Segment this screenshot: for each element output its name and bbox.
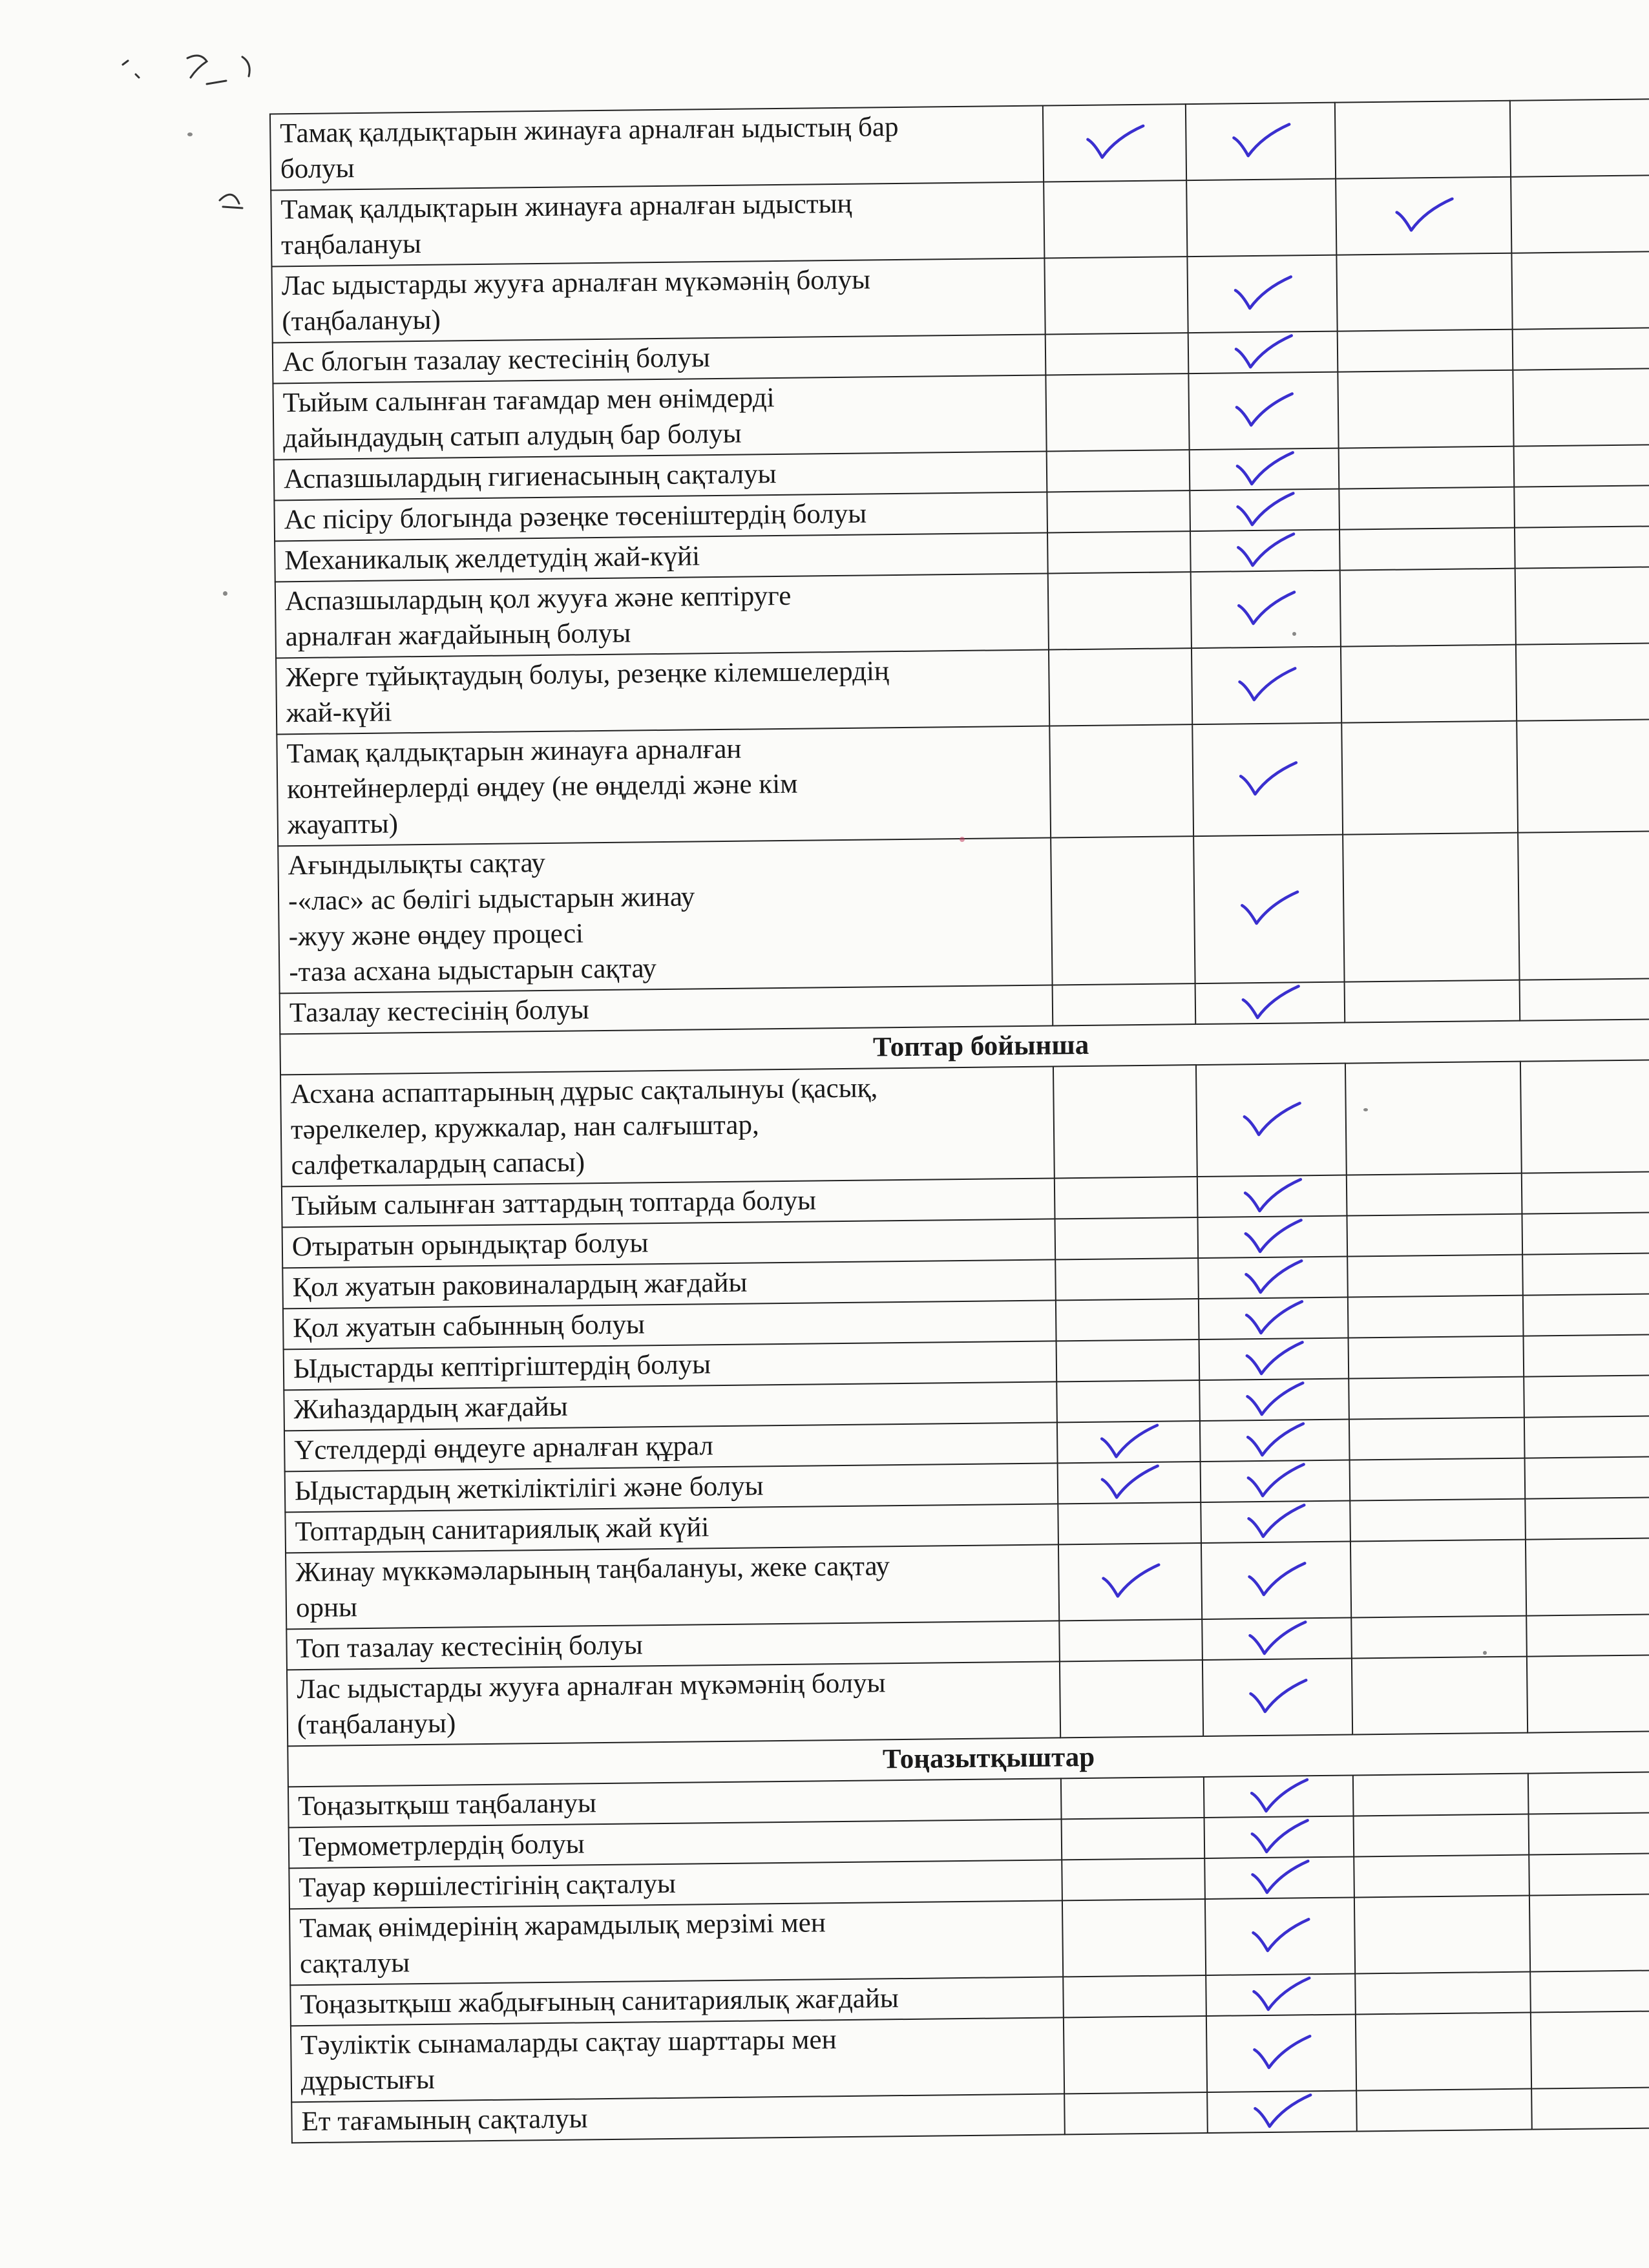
- handwritten-check-icon: [1240, 1217, 1305, 1257]
- checklist-item-text: Аспазшылардың гигиенасының сақталуы: [283, 459, 777, 495]
- handwritten-check-icon: [1245, 1677, 1310, 1717]
- mark-cell-col-2: [1201, 1501, 1350, 1543]
- mark-cell-col-2: [1186, 103, 1336, 180]
- mark-cell-col-4: [1514, 445, 1649, 487]
- checklist-item-text: Тыйым салынған заттардың топтарда болуы: [291, 1185, 817, 1222]
- mark-cell-col-4: [1520, 1060, 1649, 1173]
- handwritten-check-icon: [1232, 490, 1297, 530]
- handwritten-check-icon: [1250, 2092, 1315, 2132]
- mark-cell-col-4: [1523, 1294, 1649, 1336]
- mark-cell-col-2: [1190, 489, 1339, 531]
- mark-cell-col-3: [1341, 645, 1517, 723]
- speck: [1292, 632, 1296, 636]
- mark-cell-col-1: [1058, 1462, 1201, 1504]
- handwritten-check-icon: [1247, 1858, 1312, 1898]
- checklist-item-cell: [275, 574, 1049, 658]
- handwritten-check-icon: [1242, 1380, 1307, 1420]
- mark-cell-col-3: [1352, 1657, 1528, 1735]
- mark-cell-col-2: [1199, 1379, 1349, 1421]
- checklist-item-text: Тамақ өнімдерінің жарамдылық мерзімі мен сақталуы: [299, 1907, 826, 1980]
- checklist-item-text: Ыдыстардың жеткіліктілігі және болуы: [294, 1471, 764, 1507]
- mark-cell-col-1: [1053, 1065, 1197, 1178]
- checklist-row: [273, 368, 1649, 459]
- mark-cell-col-3: [1338, 330, 1513, 372]
- checklist-item-text: Лас ыдыстарды жууға арналған мүкәмәнің болуы (таңбалануы): [281, 264, 871, 337]
- handwritten-check-icon: [1097, 1463, 1162, 1502]
- mark-cell-col-4: [1514, 485, 1649, 528]
- checklist-item-cell: [276, 649, 1049, 734]
- handwritten-check-icon: [1249, 2033, 1314, 2073]
- mark-cell-col-2: [1188, 372, 1338, 450]
- mark-cell-col-3: [1348, 1296, 1524, 1338]
- mark-cell-col-4: [1525, 1497, 1649, 1540]
- mark-cell-col-4: [1511, 251, 1649, 330]
- mark-cell-col-4: [1510, 99, 1649, 177]
- mark-cell-col-1: [1063, 1975, 1206, 2017]
- checklist-row: [291, 2011, 1649, 2102]
- mark-cell-col-1: [1056, 1339, 1200, 1381]
- handwritten-check-icon: [1245, 1619, 1310, 1659]
- mark-cell-col-1: [1062, 1818, 1205, 1860]
- checklist-row: [276, 643, 1649, 734]
- checklist-item-text: Механикалық желдетудің жай-күйі: [284, 541, 700, 576]
- handwritten-check-icon: [1243, 1462, 1308, 1501]
- checklist-item-cell: [287, 1661, 1060, 1746]
- checklist-item-text: Термометрлердің болуы: [298, 1829, 585, 1863]
- mark-cell-col-3: [1336, 177, 1511, 255]
- checklist-item-cell: [291, 2017, 1064, 2102]
- mark-cell-col-4: [1530, 1970, 1649, 2013]
- speck: [187, 132, 193, 136]
- checklist-item-text: Тоңазытқыш жабдығының санитариялық жағдайы: [300, 1983, 899, 2021]
- mark-cell-col-3: [1356, 2089, 1532, 2132]
- mark-cell-col-3: [1356, 2013, 1531, 2091]
- mark-cell-col-3: [1347, 1255, 1523, 1297]
- mark-cell-col-4: [1531, 2087, 1649, 2130]
- inspection-checklist-table: [269, 98, 1649, 2143]
- handwritten-check-icon: [1246, 1777, 1311, 1816]
- checklist-row: [286, 1538, 1649, 1629]
- mark-cell-col-1: [1044, 180, 1187, 258]
- mark-cell-col-3: [1353, 1774, 1529, 1816]
- handwritten-check-icon: [1237, 983, 1303, 1023]
- mark-cell-col-4: [1526, 1614, 1649, 1657]
- checklist-item-text: Отыратын орындықтар болуы: [291, 1228, 649, 1263]
- speck: [960, 837, 965, 842]
- checklist-item-text: Жиһаздардың жағдайы: [293, 1391, 568, 1425]
- mark-cell-col-4: [1522, 1212, 1649, 1255]
- checklist-item-text: Тыйым салынған тағамдар мен өнімдерді дайындаудың сатып алудың бар болуы: [282, 383, 775, 454]
- mark-cell-col-2: [1206, 2014, 1356, 2092]
- checklist-row: [277, 719, 1649, 846]
- checklist-row: [275, 567, 1649, 658]
- mark-cell-col-3: [1349, 1418, 1525, 1460]
- mark-cell-col-2: [1204, 1816, 1354, 1858]
- mark-cell-col-3: [1350, 1458, 1526, 1501]
- mark-cell-col-4: [1527, 1655, 1649, 1733]
- checklist-item-text: Ет тағамының сақталуы: [301, 2103, 588, 2137]
- mark-cell-col-2: [1193, 835, 1344, 983]
- mark-cell-col-1: [1047, 531, 1191, 573]
- checklist-item-text: Тамақ қалдықтарын жинауға арналған контейнерлерді өңдеу (не өңделді және кім жауапты): [286, 733, 798, 841]
- section-title: Топтар бойынша: [280, 1019, 1649, 1075]
- mark-cell-col-3: [1338, 370, 1513, 448]
- mark-cell-col-4: [1526, 1538, 1649, 1616]
- handwritten-check-icon: [1232, 450, 1297, 489]
- mark-cell-col-4: [1531, 2011, 1649, 2089]
- speck: [1363, 1108, 1368, 1111]
- checklist-item-text: Аспазшылардың қол жууға және кептіруге арналған жағдайының болуы: [284, 580, 792, 653]
- mark-cell-col-2: [1191, 571, 1341, 648]
- checklist-item-text: Ыдыстарды кептіргіштердің болуы: [293, 1349, 711, 1385]
- mark-cell-col-1: [1051, 836, 1195, 985]
- checklist-row: [271, 175, 1649, 266]
- handwritten-check-icon: [1233, 531, 1298, 571]
- mark-cell-col-4: [1515, 526, 1649, 569]
- mark-cell-col-3: [1345, 1062, 1522, 1175]
- checklist-item-text: Лас ыдыстарды жууға арналған мүкәмәнің болуы (таңбалануы): [297, 1668, 886, 1741]
- mark-cell-col-3: [1354, 1855, 1529, 1898]
- handwritten-check-icon: [1230, 274, 1295, 313]
- checklist-item-cell: [291, 2094, 1065, 2143]
- mark-cell-col-3: [1347, 1214, 1522, 1257]
- handwritten-check-icon: [1241, 1339, 1307, 1379]
- mark-cell-col-4: [1524, 1416, 1649, 1458]
- mark-cell-col-1: [1055, 1217, 1199, 1259]
- checklist-item-text: Асхана аспаптарының дұрыс сақталынуы (қасық, тәрелкелер, кружкалар, нан салғыштар, салфеткалардың сапасы): [290, 1073, 878, 1181]
- mark-cell-col-2: [1201, 1460, 1350, 1502]
- mark-cell-col-1: [1055, 1177, 1198, 1219]
- handwritten-check-icon: [1242, 1421, 1307, 1460]
- mark-cell-col-4: [1518, 831, 1649, 980]
- mark-cell-col-1: [1053, 983, 1196, 1025]
- handwritten-check-icon: [1082, 123, 1148, 163]
- mark-cell-col-1: [1062, 1858, 1205, 1900]
- mark-cell-col-3: [1349, 1336, 1524, 1379]
- mark-cell-col-2: [1207, 2090, 1357, 2132]
- mark-cell-col-4: [1520, 978, 1649, 1021]
- mark-cell-col-2: [1187, 255, 1337, 333]
- mark-cell-col-2: [1204, 1776, 1354, 1818]
- mark-cell-col-4: [1524, 1375, 1649, 1418]
- checklist-item-text: Тамақ қалдықтарын жинауға арналған ыдыстың таңбалануы: [280, 188, 852, 261]
- checklist-item-text: Ас блогын тазалау кестесінің болуы: [282, 342, 711, 378]
- checklist-item-text: Ағындылықты сақтау -«лас» ас бөлігі ыдыстарын жинау -жуу және өңдеу процесі -таза асхана ыдыстарын сақтау: [288, 847, 695, 988]
- mark-cell-col-1: [1048, 572, 1192, 649]
- mark-cell-col-3: [1341, 721, 1518, 835]
- mark-cell-col-4: [1515, 567, 1649, 645]
- mark-cell-col-2: [1190, 448, 1339, 490]
- mark-cell-col-2: [1188, 331, 1338, 373]
- mark-cell-col-4: [1529, 1812, 1649, 1855]
- mark-cell-col-3: [1349, 1377, 1524, 1420]
- mark-cell-col-4: [1511, 175, 1649, 253]
- mark-cell-col-1: [1045, 333, 1189, 375]
- mark-cell-col-3: [1354, 1896, 1530, 1974]
- checklist-row: [270, 99, 1649, 190]
- checklist-item-text: Тәуліктік сынамаларды сақтау шарттары мен дұрыстығы: [300, 2024, 837, 2097]
- mark-cell-col-1: [1056, 1299, 1199, 1341]
- mark-cell-col-3: [1355, 1972, 1531, 2015]
- checklist-item-text: Жерге тұйықтаудың болуы, резеңке кілемшелердің жай-күйі: [286, 656, 890, 729]
- handwritten-check-icon: [1096, 1422, 1161, 1462]
- mark-cell-col-1: [1043, 104, 1186, 182]
- mark-cell-col-4: [1529, 1894, 1649, 1972]
- mark-cell-col-2: [1186, 179, 1336, 257]
- checklist-item-cell: [271, 182, 1044, 267]
- checklist-item-cell: [271, 258, 1045, 343]
- mark-cell-col-3: [1339, 487, 1515, 530]
- mark-cell-col-1: [1060, 1660, 1203, 1738]
- handwritten-check-icon: [1230, 333, 1296, 372]
- handwritten-check-icon: [1391, 196, 1456, 236]
- mark-cell-col-3: [1335, 101, 1511, 179]
- handwritten-check-icon: [1234, 666, 1299, 705]
- handwritten-check-icon: [1233, 589, 1298, 629]
- handwritten-check-icon: [1241, 1299, 1306, 1338]
- checklist-item-text: Қол жуатын сабынның болуы: [293, 1309, 646, 1344]
- checklist-item-text: Үстелдерді өңдеуге арналған құрал: [294, 1431, 714, 1466]
- mark-cell-col-2: [1192, 723, 1343, 836]
- handwritten-check-icon: [1241, 1258, 1306, 1297]
- mark-cell-col-2: [1196, 1064, 1347, 1177]
- checklist-item-text: Жинау мүккәмәларының таңбалануы, жеке сақтау орны: [295, 1551, 890, 1624]
- mark-cell-col-1: [1064, 2092, 1208, 2134]
- checklist-item-cell: [280, 1066, 1055, 1186]
- checklist-item-text: Тамақ қалдықтарын жинауға арналған ыдыстың бар болуы: [280, 111, 899, 185]
- mark-cell-col-2: [1203, 1659, 1352, 1736]
- speck: [1483, 1651, 1487, 1655]
- mark-cell-col-3: [1345, 980, 1520, 1023]
- mark-cell-col-1: [1064, 2016, 1207, 2094]
- mark-cell-col-1: [1055, 1258, 1199, 1300]
- checklist-item-text: Топтардың санитариялық жай күйі: [295, 1512, 709, 1548]
- margin-scribble: [110, 39, 265, 97]
- mark-cell-col-4: [1513, 328, 1649, 370]
- speck: [223, 591, 227, 596]
- mark-cell-col-3: [1354, 1814, 1529, 1857]
- mark-cell-col-1: [1049, 648, 1192, 726]
- handwritten-check-icon: [1244, 1560, 1309, 1600]
- mark-cell-col-3: [1347, 1173, 1522, 1216]
- mark-cell-col-1: [1056, 1380, 1200, 1422]
- mark-cell-col-1: [1057, 1421, 1201, 1463]
- mark-cell-col-3: [1351, 1616, 1527, 1659]
- mark-cell-col-2: [1204, 1856, 1354, 1898]
- mark-cell-col-3: [1343, 833, 1519, 982]
- checklist-item-text: Тауар көршілестігінің сақталуы: [299, 1868, 677, 1904]
- mark-cell-col-3: [1340, 569, 1516, 647]
- mark-cell-col-1: [1044, 257, 1188, 334]
- mark-cell-col-2: [1202, 1618, 1352, 1660]
- mark-cell-col-3: [1350, 1499, 1526, 1542]
- checklist-row: [271, 251, 1649, 342]
- mark-cell-col-1: [1058, 1502, 1201, 1544]
- checklist-item-text: Ас пісіру блогында рәзеңке төсеніштердің болуы: [284, 498, 867, 536]
- mark-cell-col-2: [1199, 1297, 1349, 1339]
- mark-cell-col-1: [1058, 1543, 1202, 1621]
- mark-cell-col-1: [1062, 1899, 1206, 1977]
- handwritten-check-icon: [1235, 760, 1300, 799]
- handwritten-check-icon: [1243, 1502, 1308, 1542]
- handwritten-check-icon: [1248, 1916, 1313, 1956]
- checklist-row: [280, 1060, 1649, 1186]
- mark-cell-col-2: [1197, 1175, 1347, 1217]
- mark-cell-col-2: [1205, 1897, 1355, 1975]
- mark-cell-col-4: [1513, 368, 1649, 446]
- mark-cell-col-1: [1047, 450, 1190, 492]
- checklist-item-text: Топ тазалау кестесінің болуы: [296, 1630, 644, 1664]
- mark-cell-col-4: [1524, 1334, 1649, 1377]
- checklist-item-text: Тоңазытқыш таңбалануы: [298, 1788, 597, 1822]
- checklist-item-text: Тазалау кестесінің болуы: [289, 994, 589, 1029]
- mark-cell-col-2: [1197, 1216, 1347, 1258]
- mark-cell-col-4: [1516, 643, 1649, 721]
- checklist-item-text: Қол жуатын раковиналардың жағдайы: [292, 1267, 748, 1303]
- mark-cell-col-2: [1192, 647, 1341, 724]
- mark-cell-col-2: [1198, 1257, 1348, 1299]
- mark-cell-col-4: [1528, 1772, 1649, 1814]
- mark-cell-col-1: [1049, 724, 1193, 837]
- handwritten-check-icon: [1246, 1818, 1312, 1857]
- handwritten-check-icon: [1231, 391, 1296, 430]
- checklist-item-cell: [270, 106, 1044, 191]
- checklist-row: [287, 1655, 1649, 1746]
- checklist-item-cell: [286, 1544, 1059, 1629]
- mark-cell-col-2: [1206, 1973, 1356, 2015]
- mark-cell-col-3: [1336, 253, 1512, 331]
- checklist-item-cell: [277, 726, 1051, 846]
- mark-cell-col-2: [1201, 1542, 1351, 1619]
- mark-cell-col-4: [1529, 1853, 1649, 1896]
- checklist-body: [270, 99, 1649, 2143]
- handwritten-check-icon: [1098, 1562, 1163, 1602]
- checklist-item-cell: [278, 837, 1052, 993]
- mark-cell-col-2: [1195, 982, 1345, 1024]
- checklist-row: [289, 1894, 1649, 1985]
- mark-cell-col-2: [1200, 1420, 1350, 1462]
- handwritten-check-icon: [1248, 1975, 1314, 2015]
- handwritten-check-icon: [1239, 1100, 1304, 1140]
- mark-cell-col-4: [1517, 719, 1649, 833]
- mark-cell-col-1: [1047, 490, 1190, 532]
- handwritten-check-icon: [1237, 889, 1302, 929]
- mark-cell-col-2: [1190, 530, 1340, 572]
- mark-cell-col-2: [1199, 1338, 1349, 1380]
- mark-cell-col-1: [1045, 373, 1189, 451]
- mark-cell-col-3: [1350, 1540, 1526, 1618]
- mark-cell-col-4: [1522, 1171, 1649, 1214]
- mark-cell-col-4: [1522, 1253, 1649, 1296]
- handwritten-check-icon: [1239, 1177, 1305, 1216]
- margin-scribble-2: [207, 181, 258, 220]
- mark-cell-col-3: [1339, 528, 1515, 571]
- mark-cell-col-1: [1061, 1777, 1204, 1819]
- section-title: Тоңазытқыштар: [288, 1731, 1649, 1787]
- handwritten-check-icon: [1228, 121, 1294, 161]
- checklist-row: [278, 831, 1649, 993]
- checklist-item-cell: [289, 1900, 1063, 1985]
- checklist-item-cell: [273, 375, 1046, 460]
- mark-cell-col-1: [1059, 1619, 1203, 1661]
- mark-cell-col-4: [1525, 1456, 1649, 1499]
- mark-cell-col-3: [1339, 446, 1515, 489]
